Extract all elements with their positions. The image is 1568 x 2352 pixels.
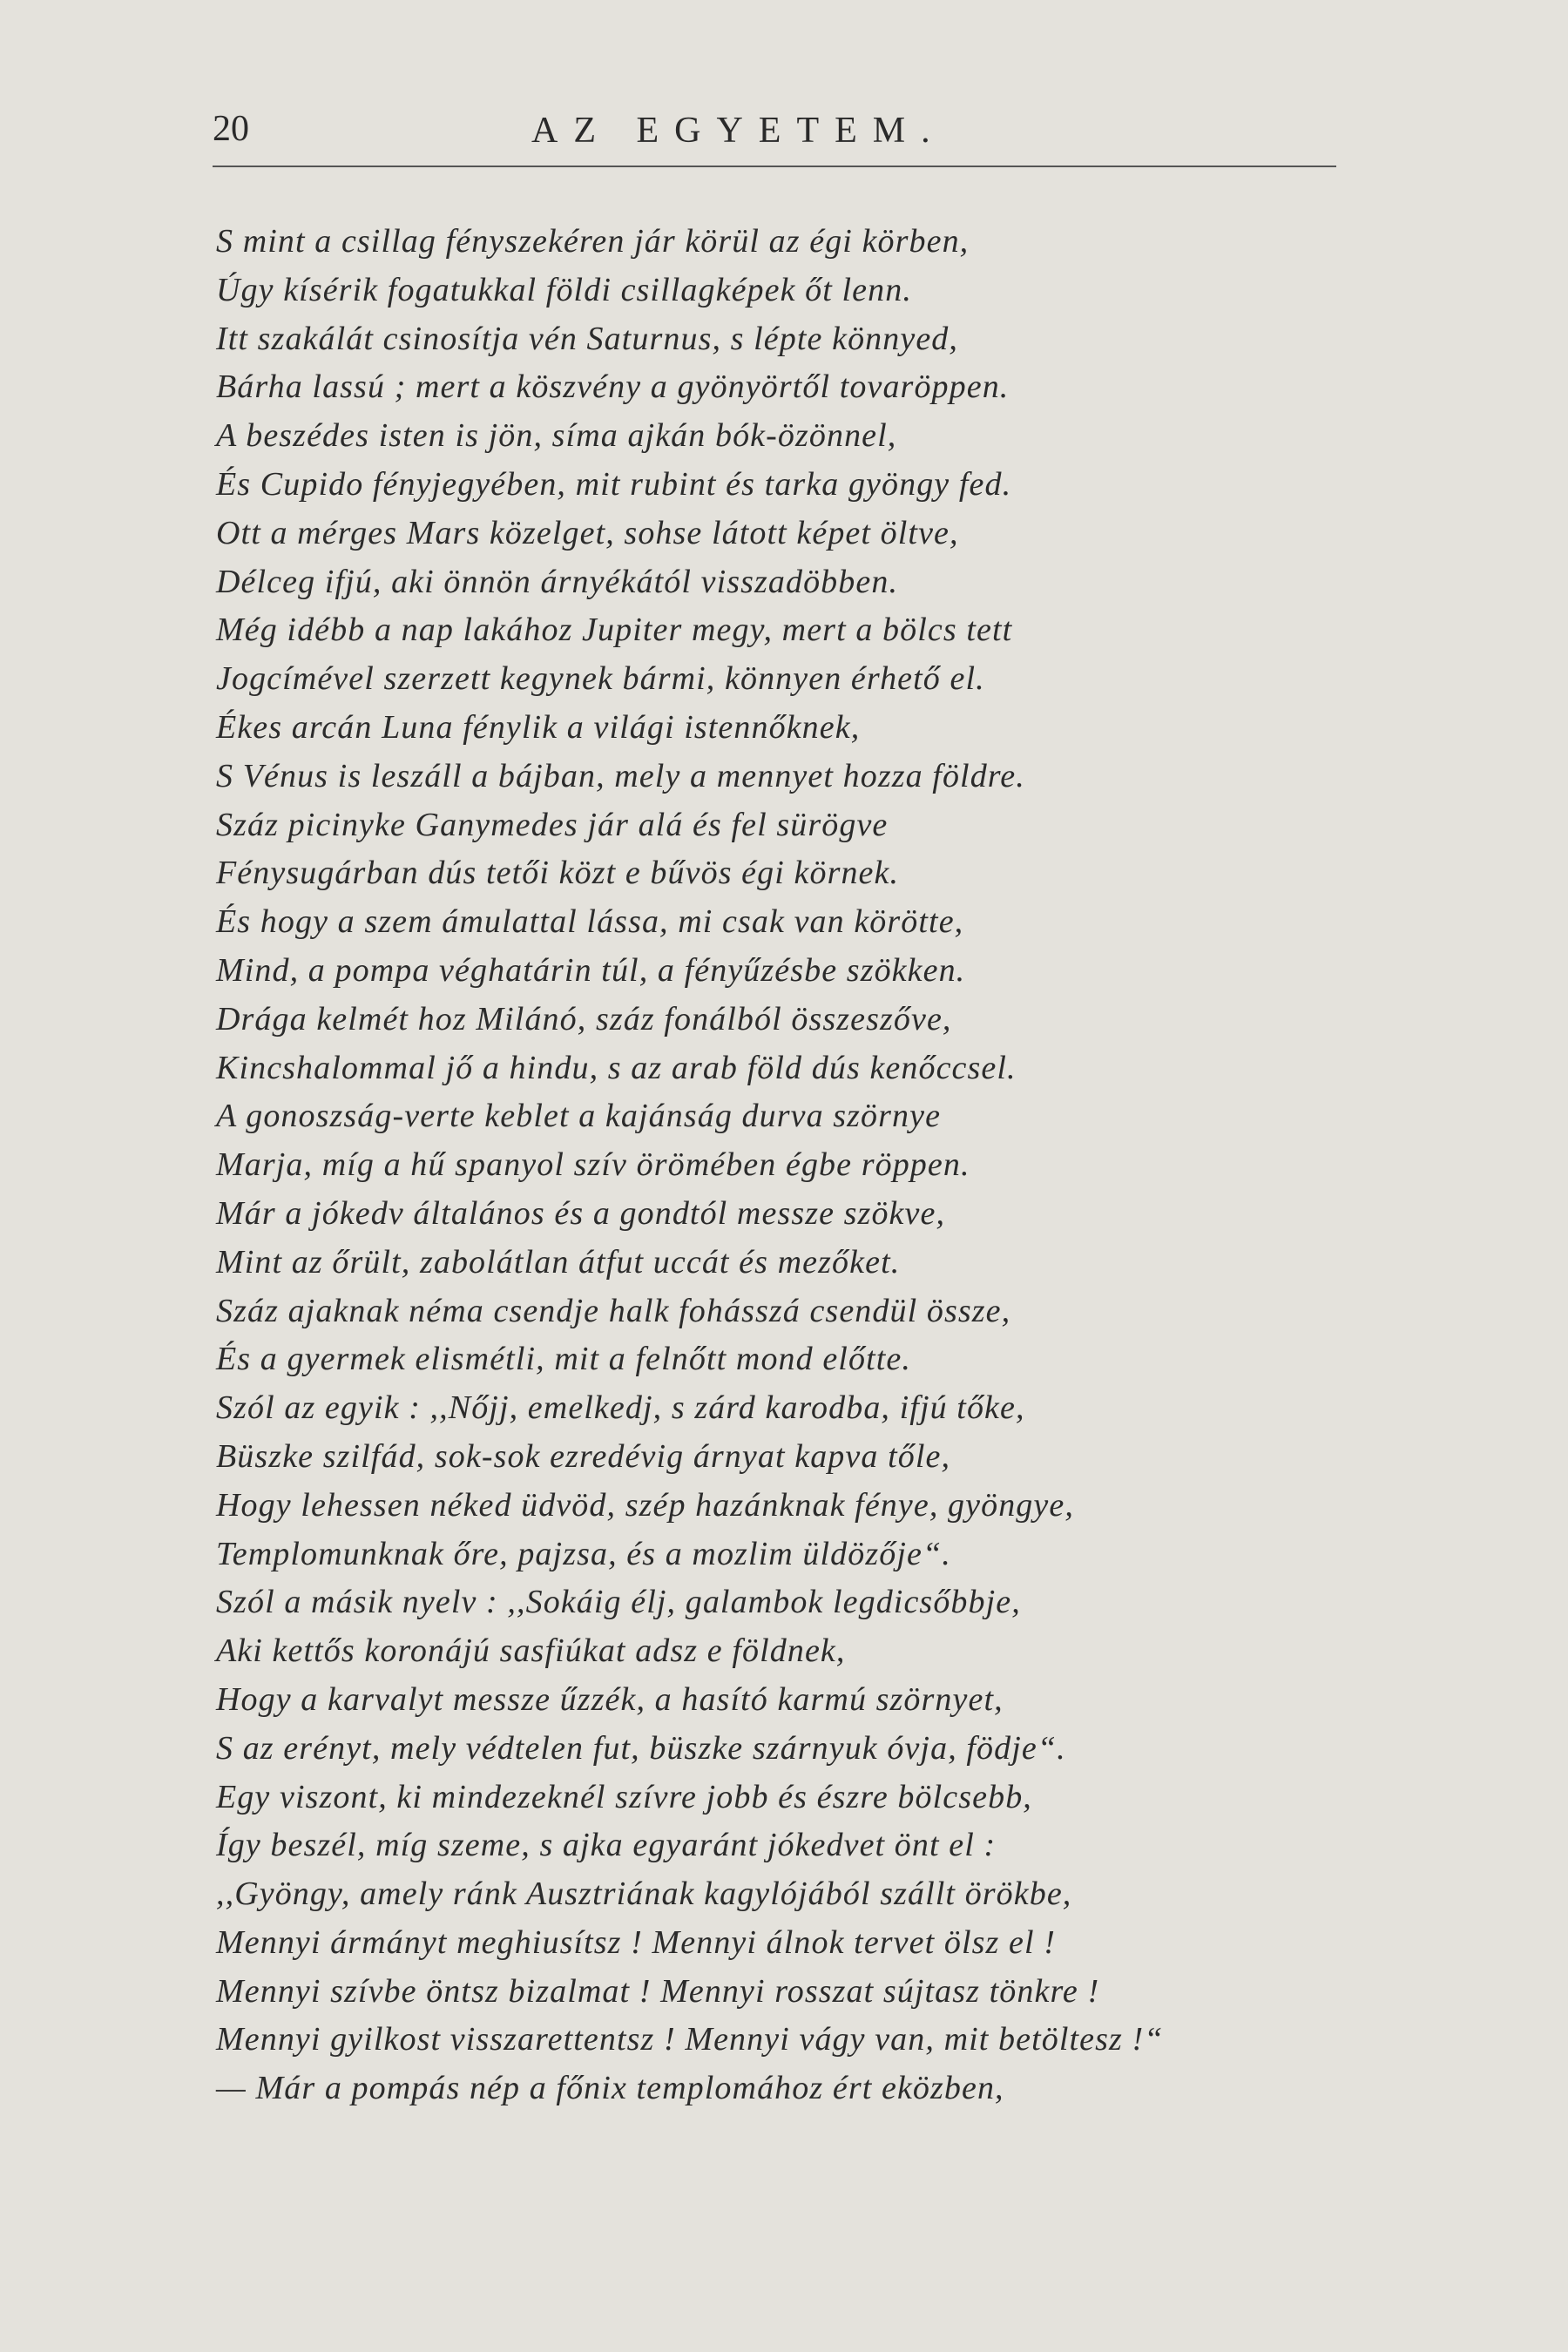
page-number: 20 <box>213 109 249 149</box>
poem-line: Itt szakálát csinosítja vén Saturnus, s lépte könnyed, <box>216 320 959 357</box>
poem-line: És hogy a szem ámulattal lássa, mi csak van körötte, <box>216 903 964 941</box>
poem-line: S Vénus is leszáll a bájban, mely a mennyet hozza földre. <box>216 757 1025 794</box>
poem-line: Ott a mérges Mars közelget, sohse látott képet öltve, <box>216 514 959 551</box>
poem-line: ,,Gyöngy, amely ránk Ausztriának kagylójából szállt örökbe, <box>216 1876 1072 1913</box>
poem-line: Így beszél, míg szeme, s ajka egyaránt jókedvet önt el : <box>216 1827 997 1864</box>
poem-line: S mint a csillag fényszekéren jár körül az égi körben, <box>216 223 970 260</box>
poem-line: Mint az őrült, zabolátlan átfut uccát és mezőket. <box>216 1243 901 1281</box>
poem-line: A beszédes isten is jön, síma ajkán bók-özönnel, <box>216 417 897 455</box>
poem-line: A gonoszság-verte keblet a kajánság durva szörnye <box>216 1098 942 1135</box>
poem-line: Még idébb a nap lakához Jupiter megy, mert a bölcs tett <box>216 612 1013 649</box>
poem-line: Egy viszont, ki mindezeknél szívre jobb és észre bölcsebb, <box>216 1778 1032 1815</box>
poem-line: És Cupido fényjegyében, mit rubint és tarka gyöngy fed. <box>216 465 1012 503</box>
poem-line: S az erényt, mely védtelen fut, büszke szárnyuk óvja, födje“. <box>216 1729 1066 1767</box>
poem-text <box>216 218 1348 2113</box>
poem-line: Templomunknak őre, pajzsa, és a mozlim üldözője“. <box>216 1535 951 1572</box>
header-rule <box>213 166 1336 167</box>
poem-line: És a gyermek elismétli, mit a felnőtt mond előtte. <box>216 1341 911 1378</box>
poem-line: Száz picinyke Ganymedes jár alá és fel sürögve <box>216 806 889 843</box>
poem-line: Úgy kísérik fogatukkal földi csillagképek őt lenn. <box>216 271 912 308</box>
poem-line: Jogcímével szerzett kegynek bármi, könnyen érhető el. <box>216 660 985 698</box>
poem-line: Aki kettős koronájú sasfiúkat adsz e földnek, <box>216 1632 846 1670</box>
poem-line: Mennyi ármányt meghiusítsz ! Mennyi álnok tervet ölsz el ! <box>216 1923 1056 1961</box>
poem-line: Mind, a pompa véghatárin túl, a fényűzésbe szökken. <box>216 951 966 989</box>
poem-line: Ékes arcán Luna fénylik a világi istennőknek, <box>216 708 861 746</box>
poem-line: Kincshalommal jő a hindu, s az arab föld dús kenőccsel. <box>216 1049 1017 1086</box>
page-header <box>213 108 1336 169</box>
poem-line: Drága kelmét hoz Milánó, száz fonálból összeszőve, <box>216 1000 952 1037</box>
poem-line: Hogy a karvalyt messze űzzék, a hasító karmú szörnyet, <box>216 1680 1004 1718</box>
poem-line: Büszke szilfád, sok-sok ezredévig árnyat kapva tőle, <box>216 1437 951 1475</box>
poem-line: Szól a másik nyelv : ,,Sokáig élj, galambok legdicsőbbje, <box>216 1584 1021 1621</box>
poem-line: Mennyi szívbe öntsz bizalmat ! Mennyi rosszat sújtasz tönkre ! <box>216 1972 1100 2010</box>
poem-line: Száz ajaknak néma csendje halk fohásszá csendül össze, <box>216 1292 1011 1329</box>
poem-line: — Már a pompás nép a főnix templomához ért eközben, <box>216 2070 1004 2107</box>
poem-line: Bárha lassú ; mert a köszvény a gyönyörtől tovaröppen. <box>216 368 1010 406</box>
poem-line: Délceg ifjú, aki önnön árnyékától visszadöbben. <box>216 563 899 600</box>
poem-line: Mennyi gyilkost visszarettentsz ! Mennyi vágy van, mit betöltesz !“ <box>216 2021 1164 2058</box>
running-title: AZ EGYETEM. <box>531 111 946 151</box>
poem-line: Hogy lehessen néked üdvöd, szép hazánknak fénye, gyöngye, <box>216 1486 1074 1524</box>
poem-line: Fénysugárban dús tetői közt e bűvös égi körnek. <box>216 855 900 892</box>
poem-line: Már a jókedv általános és a gondtól messze szökve, <box>216 1194 946 1232</box>
poem-line: Szól az egyik : ,,Nőjj, emelkedj, s zárd karodba, ifjú tőke, <box>216 1389 1025 1427</box>
poem-line: Marja, míg a hű spanyol szív örömében égbe röppen. <box>216 1146 970 1184</box>
